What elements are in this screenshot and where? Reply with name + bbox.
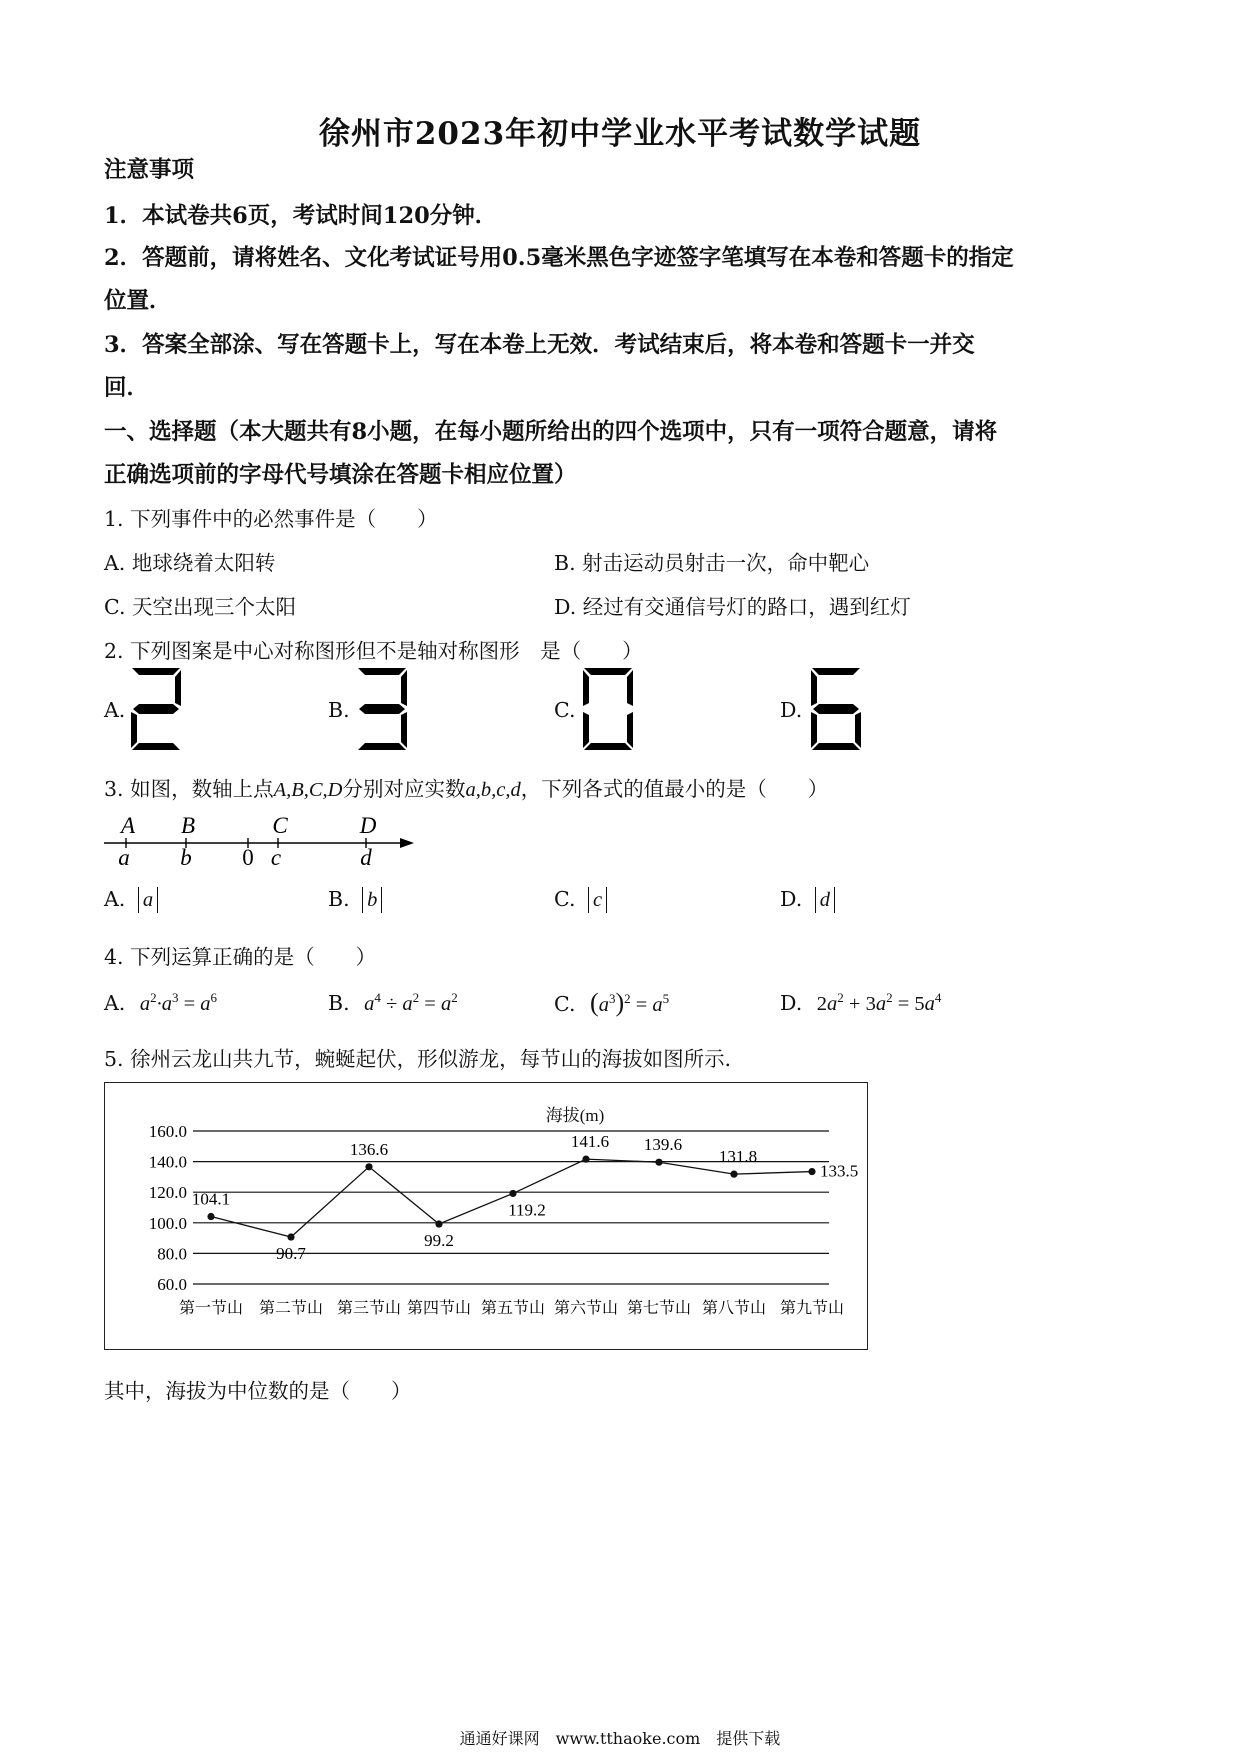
page-title: 徐州市2023年初中学业水平考试数学试题 — [318, 116, 922, 152]
q1-stem: 1. 下列事件中的必然事件是（ ） — [104, 507, 438, 531]
q5-chart-frame — [104, 1082, 868, 1350]
chart-x-tick-label: 第六节山 — [553, 1300, 619, 1317]
chart-data-label: 99.2 — [424, 1231, 454, 1251]
q2-digit-2-figure — [128, 666, 184, 752]
q2-option-b-label: B. — [328, 698, 350, 722]
q1-option-d: D. 经过有交通信号灯的路口，遇到红灯 — [554, 595, 911, 619]
q3-stem-mid: 分别对应实数 — [342, 777, 466, 801]
q5-elevation-chart — [105, 1083, 867, 1349]
chart-x-tick-label: 第二节山 — [258, 1300, 324, 1317]
q3-option-d-expr: d — [815, 887, 835, 913]
q5-stem: 5. 徐州云龙山共九节，蜿蜒起伏，形似游龙，每节山的海拔如图所示． — [104, 1047, 746, 1071]
page-footer: 通通好课网 www.tthaoke.com 提供下载 — [459, 1729, 781, 1748]
chart-x-tick-label: 第四节山 — [406, 1300, 472, 1317]
q2-digit-0-figure — [580, 666, 636, 752]
axis-origin-label: 0 — [242, 845, 254, 870]
q2-stem: 2. 下列图案是中心对称图形但不是轴对称图形 是（ ） — [104, 639, 643, 663]
notice-item-2-line2: 位置． — [104, 288, 172, 314]
chart-x-tick-label: 第七节山 — [626, 1300, 692, 1317]
chart-x-tick-label: 第五节山 — [480, 1300, 546, 1317]
q3-stem — [104, 772, 828, 802]
q2-digit-6-figure — [808, 666, 864, 752]
q3-stem-pre: 3. 如图，数轴上点 — [104, 777, 274, 801]
q4-option-a-expr: $a^2\cdot a^3 = a^6$ — [139, 990, 218, 1015]
notice-item-1: 1．本试卷共6页，考试时间120分钟． — [104, 203, 498, 229]
q4-option-a-label: A. — [104, 990, 126, 1015]
q1-option-c: C. 天空出现三个太阳 — [104, 595, 296, 619]
q4-option-b — [328, 990, 458, 1016]
q2-digit-3-figure — [354, 666, 410, 752]
chart-x-tick-label: 第一节山 — [178, 1300, 244, 1317]
q2-option-c-label: C. — [554, 698, 576, 722]
chart-y-tick-label: 140.0 — [148, 1152, 187, 1172]
q4-stem: 4. 下列运算正确的是（ ） — [104, 945, 377, 969]
section-heading-line1: 一、选择题（本大题共有8小题，在每小题所给出的四个选项中，只有一项符合题意，请将 — [104, 419, 998, 445]
axis-point-d-label: D — [359, 813, 377, 838]
chart-data-label: 90.7 — [276, 1244, 306, 1264]
q3-option-a — [104, 887, 158, 913]
chart-y-tick-label: 60.0 — [157, 1275, 187, 1294]
q4-option-a — [104, 990, 217, 1016]
chart-x-tick-label: 第八节山 — [701, 1300, 767, 1317]
q3-option-a-label: A. — [104, 887, 126, 911]
q3-option-d-label: D. — [780, 887, 803, 911]
axis-value-a-label: a — [118, 845, 130, 870]
q3-option-d — [780, 887, 835, 913]
chart-data-label: 104.1 — [191, 1189, 231, 1209]
q1-option-b: B. 射击运动员射击一次，命中靶心 — [554, 551, 870, 575]
q4-option-d-expr: $2a^2 + 3a^2 = 5a^4$ — [816, 990, 942, 1015]
notice-heading: 注意事项 — [104, 157, 195, 183]
chart-data-point — [207, 1213, 214, 1220]
chart-data-point — [808, 1168, 815, 1175]
q3-stem-points: A,B,C,D — [273, 779, 343, 801]
q3-option-c-label: C. — [554, 887, 576, 911]
q4-option-b-expr: $a^4 \div a^2 = a^2$ — [364, 990, 458, 1015]
q3-number-line — [98, 808, 428, 872]
q4-option-d — [780, 990, 941, 1016]
chart-title: 海拔(m) — [545, 1106, 605, 1125]
axis-value-c-label: c — [270, 845, 282, 870]
q1-option-a: A. 地球绕着太阳转 — [104, 551, 276, 575]
axis-value-b-label: b — [180, 845, 192, 870]
chart-data-point — [730, 1171, 737, 1178]
chart-data-label: 133.5 — [820, 1161, 859, 1181]
chart-data-point — [287, 1233, 294, 1240]
chart-data-label: 136.6 — [349, 1139, 389, 1159]
chart-y-tick-label: 160.0 — [148, 1122, 187, 1141]
q3-option-b — [328, 887, 382, 913]
q2-option-a-label: A. — [104, 698, 126, 722]
chart-y-tick-label: 120.0 — [148, 1183, 187, 1203]
axis-point-c-label: C — [272, 813, 288, 838]
q4-option-c — [554, 988, 669, 1018]
q4-option-b-label: B. — [328, 990, 350, 1015]
q2-option-d-label: D. — [780, 698, 803, 722]
notice-item-3-line2: 回． — [104, 375, 150, 401]
chart-data-point — [582, 1156, 589, 1163]
chart-x-tick-label: 第三节山 — [336, 1300, 402, 1317]
axis-point-a-label: A — [120, 813, 136, 838]
chart-data-label: 141.6 — [570, 1132, 610, 1152]
q3-stem-post: ，下列各式的值最小的是（ ） — [520, 777, 829, 801]
chart-data-point — [655, 1159, 662, 1166]
axis-value-d-label: d — [360, 845, 372, 870]
chart-data-point — [365, 1163, 372, 1170]
section-heading-line2: 正确选项前的字母代号填涂在答题卡相应位置） — [104, 462, 577, 488]
q3-option-c-expr: c — [588, 887, 607, 913]
q4-option-d-label: D. — [780, 990, 803, 1015]
chart-data-label: 119.2 — [508, 1200, 546, 1220]
q3-option-b-label: B. — [328, 887, 350, 911]
axis-point-b-label: B — [180, 813, 196, 838]
q3-option-a-expr: a — [138, 887, 158, 913]
q4-option-c-expr: $(a^3)^2 = a^5$ — [590, 988, 670, 1017]
chart-data-label: 131.8 — [718, 1147, 758, 1167]
chart-series-line — [211, 1159, 812, 1237]
chart-y-tick-label: 80.0 — [157, 1244, 187, 1264]
chart-data-point — [435, 1220, 442, 1227]
q3-stem-values: a,b,c,d — [465, 779, 521, 801]
q4-option-c-label: C. — [554, 992, 576, 1016]
q3-option-b-expr: b — [362, 887, 382, 913]
q5-question: 其中，海拔为中位数的是（ ） — [104, 1379, 412, 1403]
chart-y-tick-label: 100.0 — [148, 1213, 187, 1233]
chart-data-label: 139.6 — [643, 1135, 683, 1155]
chart-x-tick-label: 第九节山 — [779, 1300, 845, 1317]
q3-option-c — [554, 887, 607, 913]
notice-item-2-line1: 2．答题前，请将姓名、文化考试证号用0.5毫米黑色字迹签字笔填写在本卷和答题卡的指定 — [104, 245, 1014, 271]
chart-data-point — [509, 1190, 516, 1197]
notice-item-3-line1: 3．答案全部涂、写在答题卡上，写在本卷上无效．考试结束后，将本卷和答题卡一并交 — [104, 332, 975, 358]
